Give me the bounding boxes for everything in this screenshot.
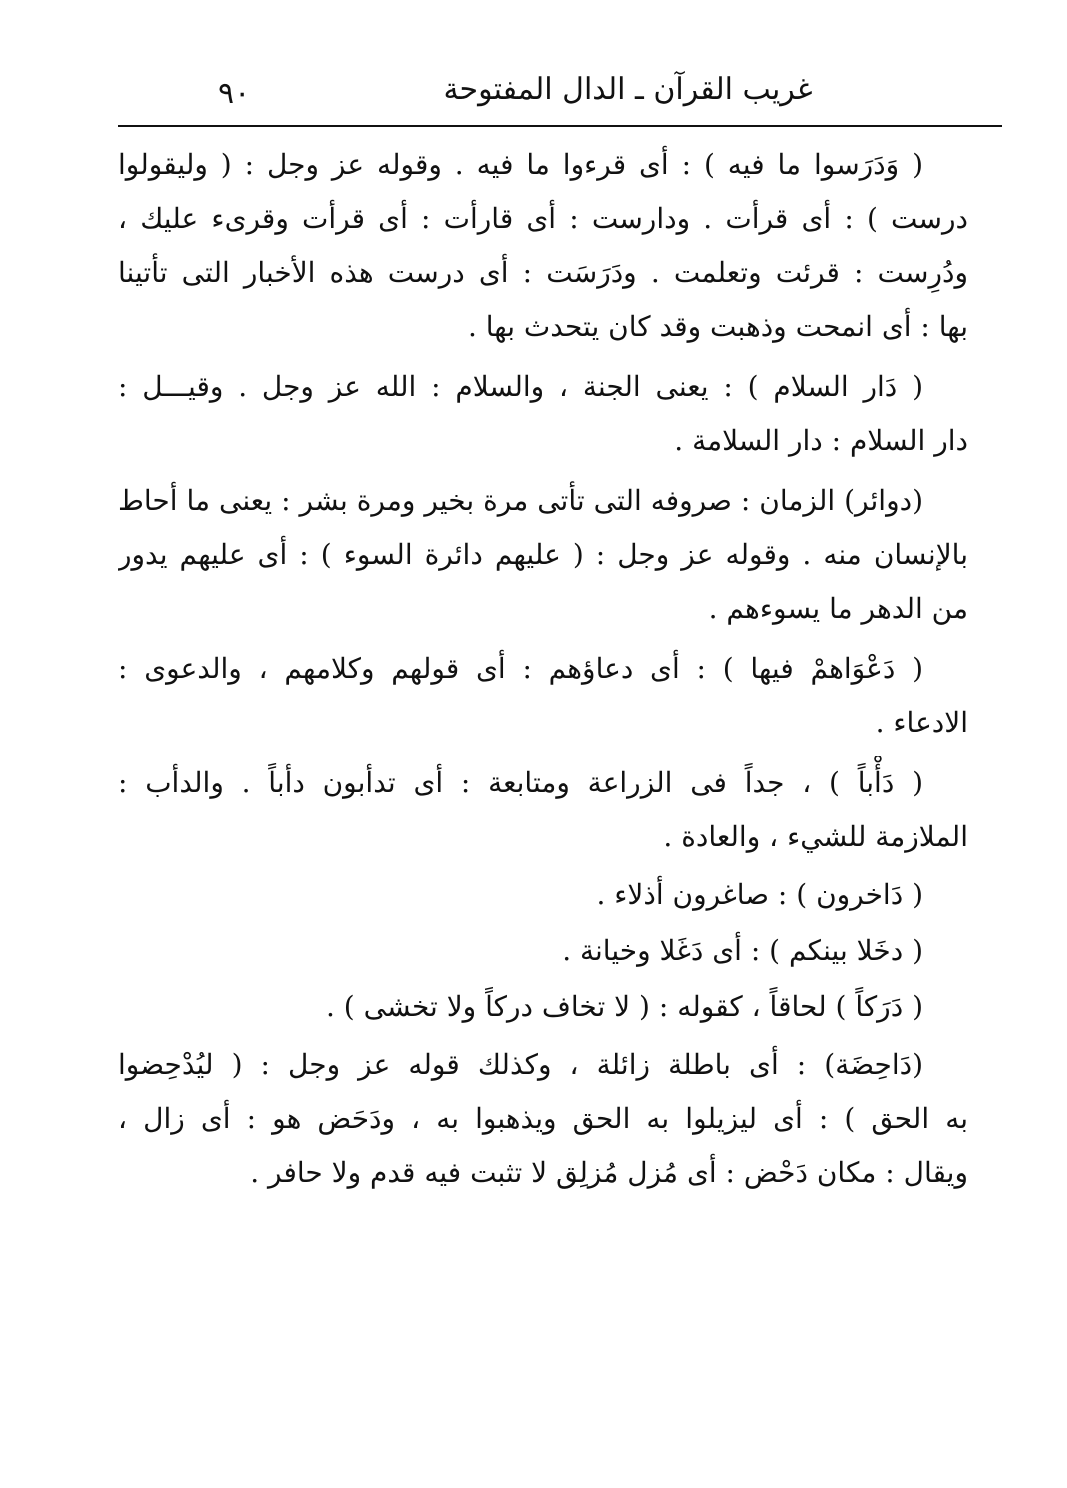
entry-darakan [118,982,968,1032]
entry-line: ودُرِست : قرئت وتعلمت . ودَرَسَت : أى درست هذه الأخبار التى تأتينا [118,256,968,289]
entry-line: الادعاء . [875,706,968,739]
page-body [118,138,968,1206]
header-rule [118,125,1002,127]
running-title: غريب القرآن ـ الدال المفتوحة [443,72,813,107]
entry-line: ( دَاخرون ) : صاغرون أذلاء . [596,878,923,911]
entry-line: الملازمة للشيء ، والعادة . [663,820,968,853]
entry-line: ( دَار السلام ) : يعنى الجنة ، والسلام : الله عز وجل . وقيـــل : [118,370,923,403]
entry-dakhalan [118,926,968,976]
entry-dahida [118,1038,968,1200]
entry-daban [118,756,968,864]
entry-line: بالإنسان منه . وقوله عز وجل : ( عليهم دائرة السوء ) : أى عليهم يدور [118,538,968,571]
entry-line: من الدهر ما يسوءهم . [708,592,968,625]
entry-dawair [118,474,968,636]
entry-line: (دوائر) الزمان : صروفه التى تأتى مرة بخير ومرة بشر : يعنى ما أحاط [118,484,923,517]
entry-line: بها : أى انمحت وذهبت وقد كان يتحدث بها . [467,310,968,343]
entry-line: ( دخَلا بينكم ) : أى دَغَلا وخيانة . [562,934,923,967]
entry-line: ( دَرَكاً ) لحاقاً ، كقوله : ( لا تخاف دركاً ولا تخشى ) . [326,990,923,1023]
entry-line: درست ) : أى قرأت . ودارست : أى قارأت : أى قرأت وقرىء عليك ، [118,202,968,235]
entry-line: ( وَدَرَسوا ما فيه ) : أى قرءوا ما فيه . وقوله عز وجل : ( وليقولوا [118,148,923,181]
entry-line: دار السلام : دار السلامة . [674,424,968,457]
entry-line: (دَاحِضَة) : أى باطلة زائلة ، وكذلك قوله عز وجل : ( ليُدْحِضوا [118,1048,923,1081]
page-header [118,64,1000,124]
entry-dar-assalam [118,360,968,468]
entry-darasu [118,138,968,354]
entry-line: ويقال : مكان دَحْض : أى مُزل مُزلِق لا تثبت فيه قدم ولا حافر . [250,1156,968,1189]
page-number: ٩٠ [218,76,251,111]
entry-line: ( دَعْوَاهمْ فيها ) : أى دعاؤهم : أى قولهم وكلامهم ، والدعوى : [118,652,923,685]
entry-dakhirun [118,870,968,920]
entry-dawahum [118,642,968,750]
entry-line: ( دَأْباً ) ، جداً فى الزراعة ومتابعة : أى تدأبون دأباً . والدأب : [118,766,923,799]
entry-line: به الحق ) : أى ليزيلوا به الحق ويذهبوا به ، ودَحَض هو : أى زال ، [118,1102,968,1135]
